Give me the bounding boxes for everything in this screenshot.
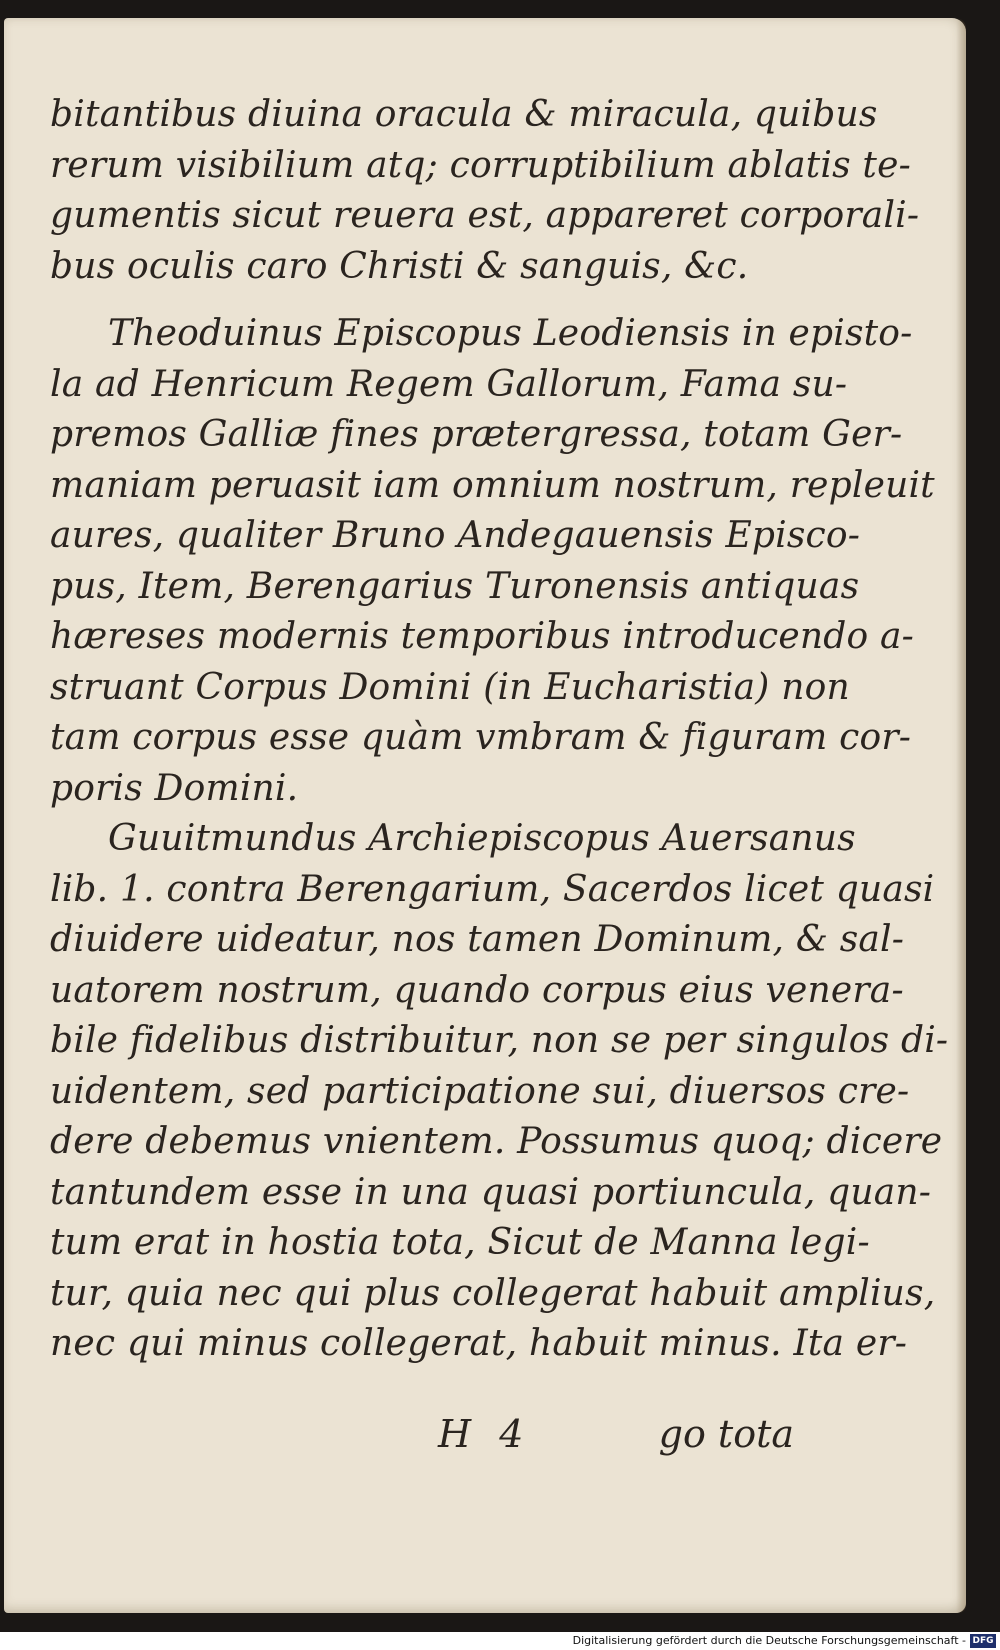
catchword: go tota (658, 1412, 794, 1456)
text-line: bitantibus diuina oracula & miracula, quibus (50, 94, 878, 135)
text-line: premos Galliæ fines prætergressa, totam Ger- (50, 414, 903, 455)
credit-bar (0, 1632, 1000, 1650)
text-line: Theoduinus Episcopus Leodiensis in episto- (108, 313, 913, 354)
text-line: uidentem, sed participatione sui, diuersos cre- (50, 1070, 910, 1112)
body-text (50, 90, 949, 1370)
credit-text: Digitalisierung gefördert durch die Deutsche Forschungsgemeinschaft - (572, 1634, 966, 1647)
text-line: poris Domini. (50, 767, 299, 809)
text-line: bus oculis caro Christi & sanguis, &c. (50, 245, 749, 287)
text-line: struant Corpus Domini (in Eucharistia) non (50, 666, 850, 708)
page-edge-shadow (956, 18, 966, 1613)
text-line: maniam peruasit iam omnium nostrum, repleuit (50, 464, 935, 506)
text-line: diuidere uideatur, nos tamen Dominum, & sal- (50, 919, 905, 960)
text-line: tum erat in hostia tota, Sicut de Manna legi- (50, 1222, 870, 1263)
text-line: dere debemus vnientem. Possumus quoq; dicere (50, 1121, 943, 1162)
text-line: gumentis sicut reuera est, appareret corporali- (50, 195, 920, 236)
text-line: rerum visibilium atq; corruptibilium ablatis te- (50, 144, 911, 186)
paragraph-gap (50, 292, 794, 309)
text-line: lib. 1. contra Berengarium, Sacerdos licet quasi (50, 868, 935, 910)
text-line: pus, Item, Berengarius Turonensis antiquas (50, 565, 860, 607)
text-line: nec qui minus collegerat, habuit minus. Ita er- (50, 1323, 908, 1364)
text-line: tantundem esse in una quasi portiuncula, quan- (50, 1171, 932, 1213)
text-line: uatorem nostrum, quando corpus eius venera- (50, 969, 904, 1011)
text-line: la ad Henricum Regem Gallorum, Fama su- (50, 363, 848, 405)
book-page (4, 18, 966, 1613)
text-line: bile fidelibus distribuitur, non se per singulos di- (50, 1020, 949, 1061)
signature-mark: H 4 (438, 1412, 532, 1456)
text-line: tam corpus esse quàm vmbram & figuram cor- (50, 717, 912, 758)
text-line: tur, quia nec qui plus collegerat habuit amplius, (50, 1272, 936, 1314)
dfg-logo-icon: DFG (970, 1634, 996, 1648)
text-line: Guuitmundus Archiepiscopus Auersanus (108, 818, 856, 859)
page-footer (50, 1412, 794, 1468)
text-line: aures, qualiter Bruno Andegauensis Episco- (50, 515, 861, 556)
text-line: hæreses modernis temporibus introducendo a- (50, 616, 915, 657)
